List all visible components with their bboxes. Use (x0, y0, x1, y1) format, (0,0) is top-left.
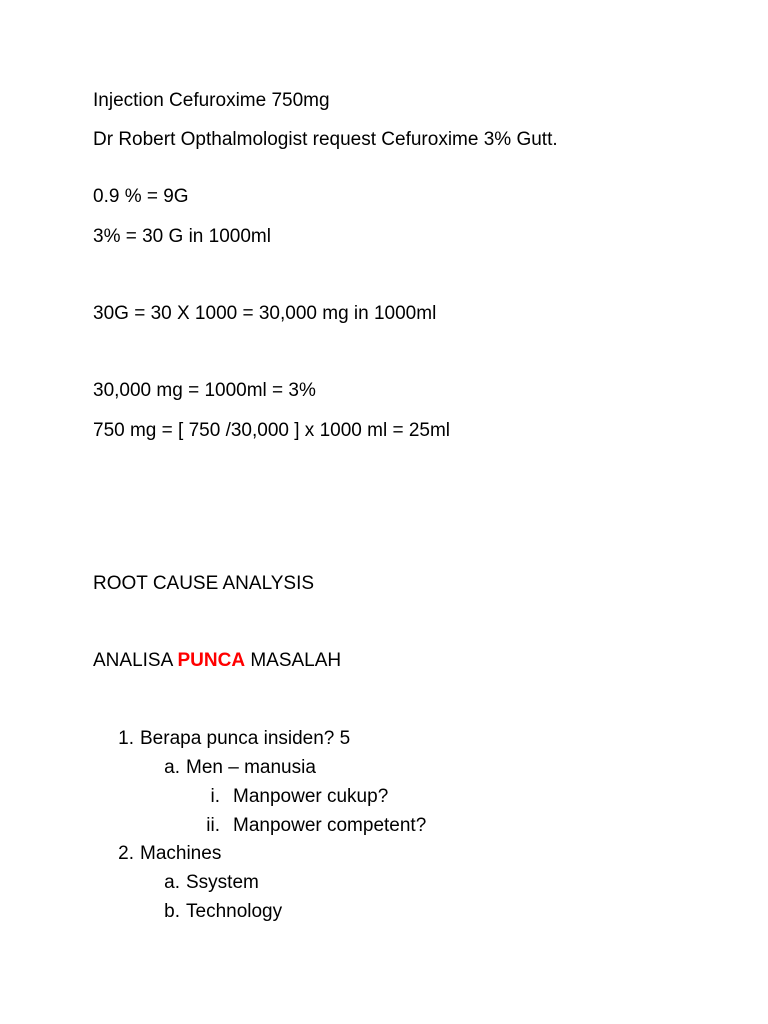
list-marker: b. (164, 901, 180, 922)
list-item-text: Technology (186, 901, 283, 922)
text-line-calc-2: 3% = 30 G in 1000ml (93, 226, 271, 247)
text-line-request: Dr Robert Opthalmologist request Cefuroxime 3% Gutt. (93, 129, 558, 150)
heading-highlight: PUNCA (177, 650, 246, 671)
list-item-text: Ssystem (186, 872, 259, 893)
text-line-calc-1: 0.9 % = 9G (93, 186, 189, 207)
list-marker: ii. (206, 815, 220, 836)
list-marker: 2. (118, 843, 134, 864)
list-item-text: Men – manusia (186, 757, 316, 778)
list-item-text: Manpower cukup? (233, 786, 389, 807)
list-item-text: Machines (140, 843, 222, 864)
list-marker: a. (164, 757, 180, 778)
list-marker: i. (210, 786, 220, 807)
heading-part-1: ANALISA (93, 650, 178, 671)
text-line-calc-5: 750 mg = [ 750 /30,000 ] x 1000 ml = 25ml (93, 420, 451, 441)
text-line-calc-4: 30,000 mg = 1000ml = 3% (93, 380, 316, 401)
section-title-rca: ROOT CAUSE ANALYSIS (93, 573, 315, 594)
list-marker: 1. (118, 728, 134, 749)
text-line-injection: Injection Cefuroxime 750mg (93, 90, 330, 111)
list-marker: a. (164, 872, 180, 893)
section-heading-analisa (93, 649, 341, 673)
list-item-text: Berapa punca insiden? 5 (140, 728, 351, 749)
text-line-calc-3: 30G = 30 X 1000 = 30,000 mg in 1000ml (93, 303, 437, 324)
list-item-text: Manpower competent? (233, 815, 427, 836)
heading-part-2: MASALAH (245, 650, 342, 671)
